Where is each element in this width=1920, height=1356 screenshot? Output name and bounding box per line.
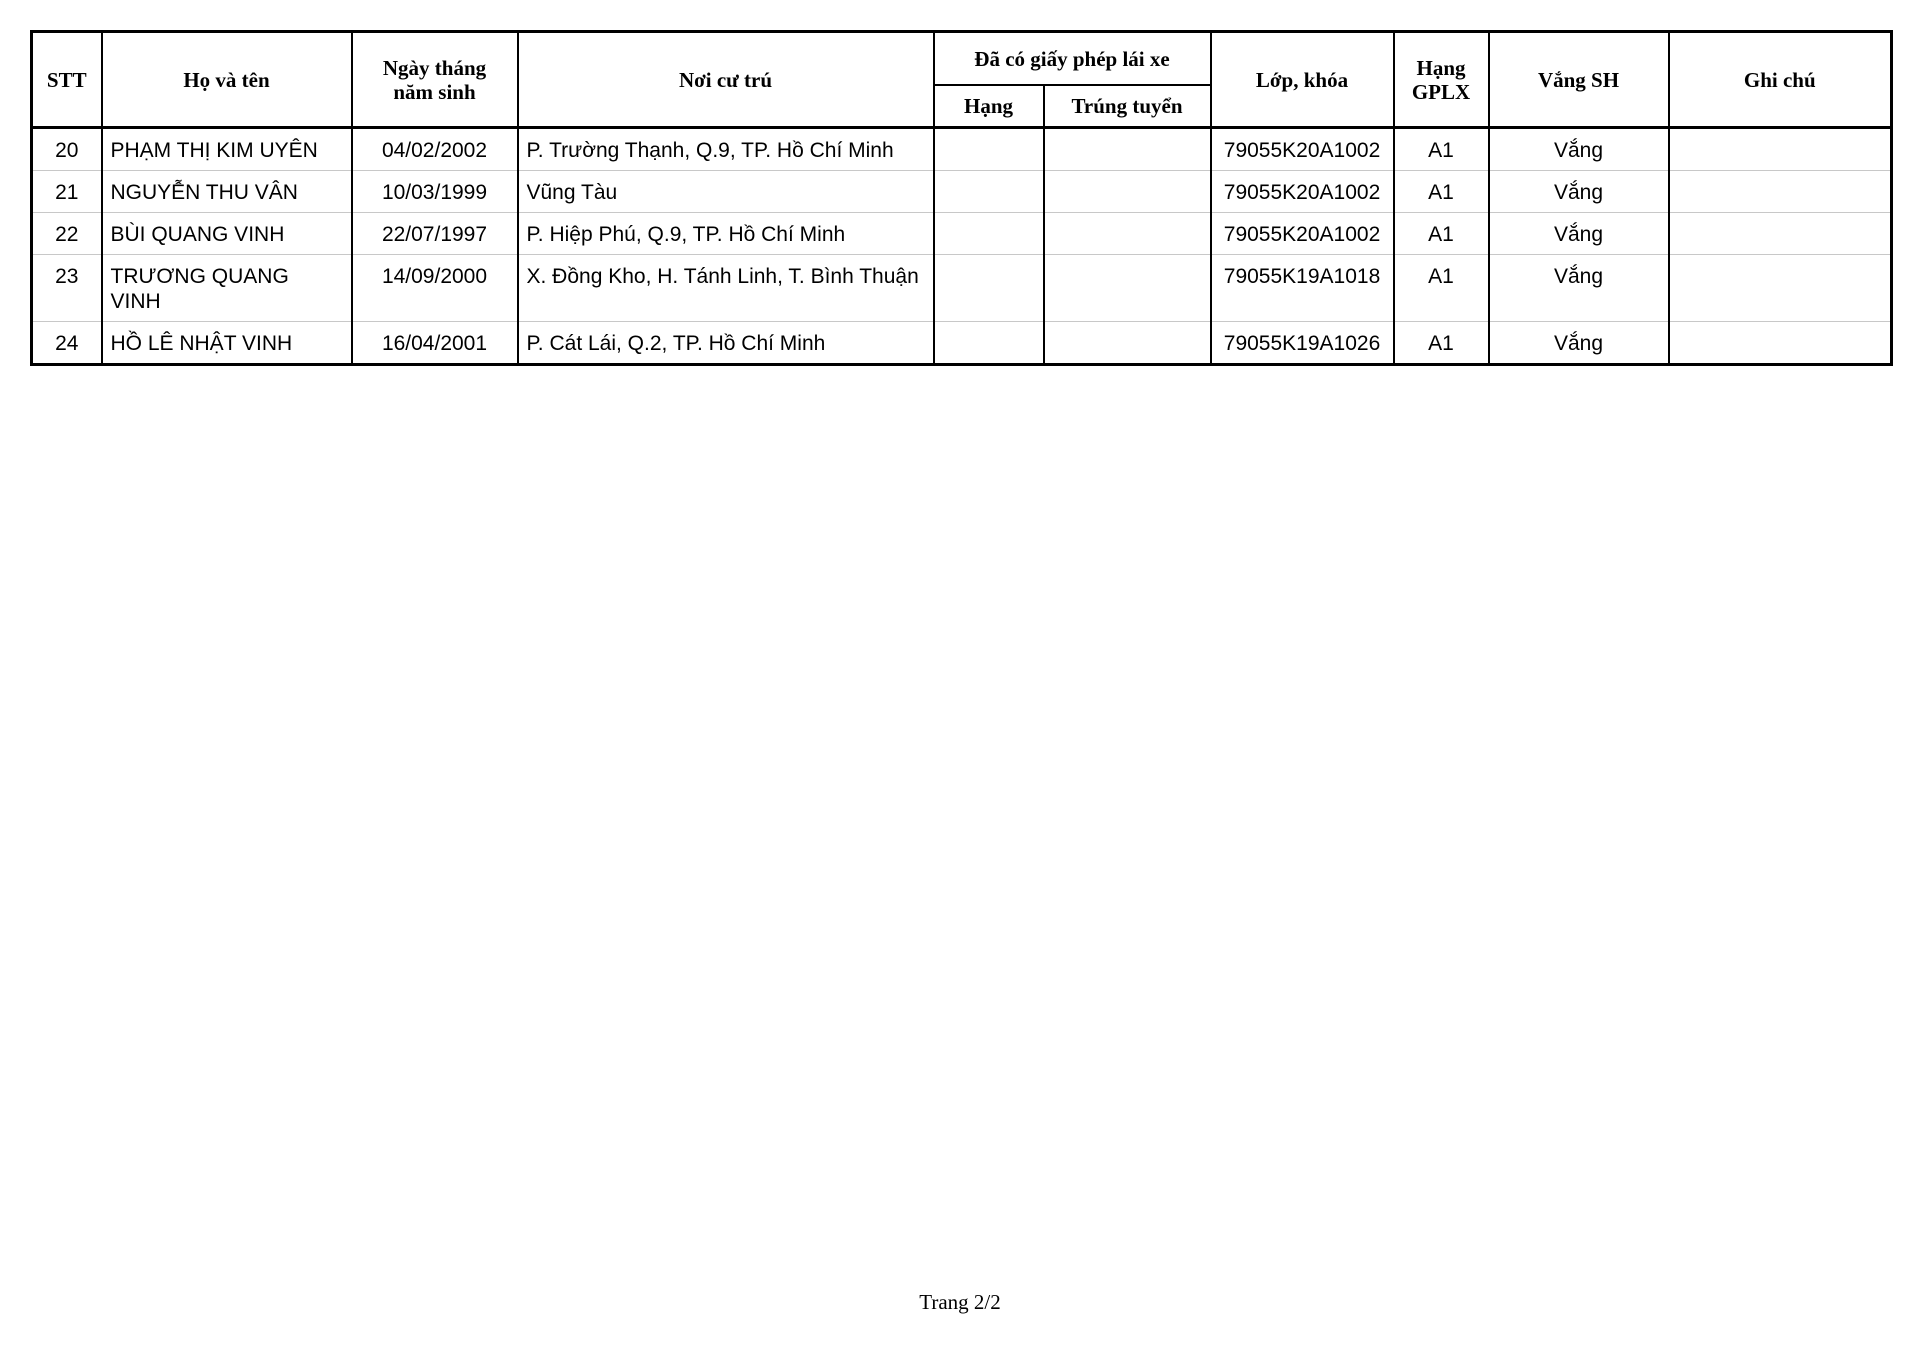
cell-license-admitted bbox=[1044, 322, 1211, 365]
cell-class-course: 79055K20A1002 bbox=[1211, 128, 1394, 171]
cell-dob: 04/02/2002 bbox=[352, 128, 518, 171]
cell-absent: Vắng bbox=[1489, 128, 1669, 171]
cell-dob: 16/04/2001 bbox=[352, 322, 518, 365]
cell-residence: Vũng Tàu bbox=[518, 171, 934, 213]
table-row bbox=[32, 213, 1892, 255]
cell-absent: Vắng bbox=[1489, 171, 1669, 213]
cell-dob: 14/09/2000 bbox=[352, 255, 518, 322]
cell-class-course: 79055K19A1018 bbox=[1211, 255, 1394, 322]
cell-note bbox=[1669, 128, 1892, 171]
cell-gplx-class: A1 bbox=[1394, 322, 1489, 365]
cell-note bbox=[1669, 255, 1892, 322]
cell-dob: 10/03/1999 bbox=[352, 171, 518, 213]
cell-stt: 23 bbox=[32, 255, 102, 322]
header-stt: STT bbox=[32, 32, 102, 128]
header-license-admitted: Trúng tuyển bbox=[1044, 85, 1211, 128]
cell-license-class bbox=[934, 171, 1044, 213]
cell-absent: Vắng bbox=[1489, 255, 1669, 322]
cell-gplx-class: A1 bbox=[1394, 255, 1489, 322]
cell-license-class bbox=[934, 213, 1044, 255]
cell-dob: 22/07/1997 bbox=[352, 213, 518, 255]
table-row bbox=[32, 322, 1892, 365]
cell-license-admitted bbox=[1044, 255, 1211, 322]
cell-residence: P. Cát Lái, Q.2, TP. Hồ Chí Minh bbox=[518, 322, 934, 365]
roster-sheet bbox=[30, 30, 1890, 366]
table-row bbox=[32, 128, 1892, 171]
header-class-course: Lớp, khóa bbox=[1211, 32, 1394, 128]
cell-absent: Vắng bbox=[1489, 322, 1669, 365]
cell-note bbox=[1669, 213, 1892, 255]
cell-license-admitted bbox=[1044, 171, 1211, 213]
header-residence: Nơi cư trú bbox=[518, 32, 934, 128]
cell-stt: 21 bbox=[32, 171, 102, 213]
table-body bbox=[32, 128, 1892, 365]
cell-gplx-class: A1 bbox=[1394, 171, 1489, 213]
cell-name: HỒ LÊ NHẬT VINH bbox=[102, 322, 352, 365]
cell-residence: P. Hiệp Phú, Q.9, TP. Hồ Chí Minh bbox=[518, 213, 934, 255]
header-name: Họ và tên bbox=[102, 32, 352, 128]
header-absent: Vắng SH bbox=[1489, 32, 1669, 128]
table-row bbox=[32, 171, 1892, 213]
cell-note bbox=[1669, 322, 1892, 365]
cell-gplx-class: A1 bbox=[1394, 128, 1489, 171]
header-license-group: Đã có giấy phép lái xe bbox=[934, 32, 1211, 86]
header-dob: Ngày tháng năm sinh bbox=[352, 32, 518, 128]
student-roster-table bbox=[30, 30, 1893, 366]
table-header bbox=[32, 32, 1892, 128]
cell-name: BÙI QUANG VINH bbox=[102, 213, 352, 255]
cell-name: PHẠM THỊ KIM UYÊN bbox=[102, 128, 352, 171]
cell-license-admitted bbox=[1044, 128, 1211, 171]
header-gplx-class: Hạng GPLX bbox=[1394, 32, 1489, 128]
page-number: Trang 2/2 bbox=[919, 1290, 1001, 1314]
cell-stt: 20 bbox=[32, 128, 102, 171]
cell-absent: Vắng bbox=[1489, 213, 1669, 255]
table-row bbox=[32, 255, 1892, 322]
cell-license-class bbox=[934, 322, 1044, 365]
cell-stt: 22 bbox=[32, 213, 102, 255]
cell-note bbox=[1669, 171, 1892, 213]
header-license-class: Hạng bbox=[934, 85, 1044, 128]
cell-residence: P. Trường Thạnh, Q.9, TP. Hồ Chí Minh bbox=[518, 128, 934, 171]
cell-name: NGUYỄN THU VÂN bbox=[102, 171, 352, 213]
cell-class-course: 79055K19A1026 bbox=[1211, 322, 1394, 365]
cell-name: TRƯƠNG QUANG VINH bbox=[102, 255, 352, 322]
cell-stt: 24 bbox=[32, 322, 102, 365]
cell-license-admitted bbox=[1044, 213, 1211, 255]
cell-class-course: 79055K20A1002 bbox=[1211, 171, 1394, 213]
cell-license-class bbox=[934, 128, 1044, 171]
header-note: Ghi chú bbox=[1669, 32, 1892, 128]
cell-license-class bbox=[934, 255, 1044, 322]
cell-gplx-class: A1 bbox=[1394, 213, 1489, 255]
cell-class-course: 79055K20A1002 bbox=[1211, 213, 1394, 255]
cell-residence: X. Đồng Kho, H. Tánh Linh, T. Bình Thuận bbox=[518, 255, 934, 322]
